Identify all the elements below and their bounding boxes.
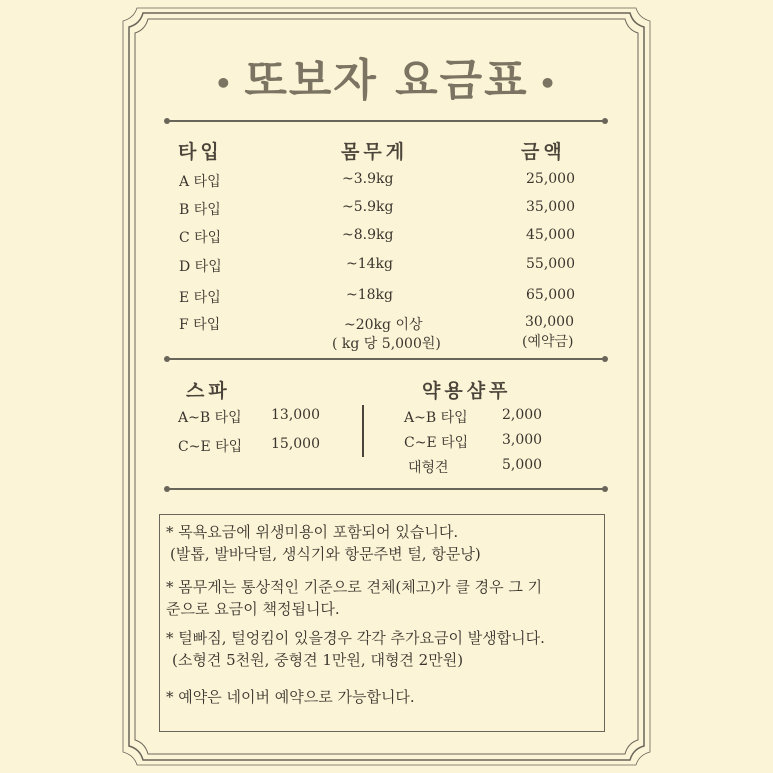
shampoo-type: 대형견 (408, 460, 449, 476)
row-type: D 타입 (179, 259, 222, 275)
divider-bottom (167, 488, 605, 490)
shampoo-price: 2,000 (502, 407, 543, 423)
row-price: 55,000 (526, 256, 575, 272)
row-weight: ~5.9kg (342, 199, 394, 215)
title-text: 또보자 요금표 (244, 55, 529, 106)
row-weight: ~8.9kg (342, 227, 394, 243)
shampoo-header: 약용샴푸 (422, 380, 512, 402)
row-type: A 타입 (179, 174, 221, 190)
row-type: C 타입 (179, 230, 222, 246)
row-price: 65,000 (526, 287, 575, 303)
row-weight: ~20kg 이상 (344, 317, 423, 333)
note-line: * 예약은 네이버 예약으로 가능합니다. (166, 688, 415, 706)
page-title (0, 44, 773, 108)
row-price-note: (예약금) (522, 334, 574, 350)
header-price: 금액 (521, 141, 566, 163)
row-price: 25,000 (526, 171, 575, 187)
shampoo-price: 5,000 (502, 457, 543, 473)
note-line: * 몸무게는 통상적인 기준으로 견체(체고)가 클 경우 그 기 (166, 578, 543, 596)
spa-type: C~E 타입 (178, 439, 243, 455)
header-weight: 몸무게 (341, 141, 409, 163)
shampoo-price: 3,000 (502, 432, 543, 448)
row-weight: ~3.9kg (342, 171, 394, 187)
row-weight-note: ( kg 당 5,000원) (332, 336, 441, 352)
note-line: (소형견 5천원, 중형견 1만원, 대형견 2만원) (172, 651, 464, 669)
header-type: 타입 (178, 141, 223, 163)
section-divider (362, 405, 364, 457)
shampoo-type: A~B 타입 (404, 410, 468, 426)
note-line: (발톱, 발바닥털, 생식기와 항문주변 털, 항문낭) (170, 545, 481, 563)
row-weight: ~18kg (346, 287, 393, 303)
row-type: B 타입 (179, 202, 221, 218)
spa-price: 13,000 (271, 407, 320, 423)
spa-header: 스파 (186, 380, 231, 402)
row-price: 35,000 (526, 199, 575, 215)
title-dot-right: • (538, 66, 559, 100)
note-line: * 털빠짐, 털엉킴이 있을경우 각각 추가요금이 발생합니다. (166, 629, 545, 647)
spa-price: 15,000 (271, 436, 320, 452)
note-line: * 목욕요금에 위생미용이 포함되어 있습니다. (166, 523, 459, 541)
row-price: 30,000 (525, 314, 574, 330)
divider-middle (167, 358, 605, 360)
divider-top (167, 120, 605, 122)
note-line: 준으로 요금이 책정됩니다. (166, 600, 340, 618)
spa-type: A~B 타입 (178, 410, 242, 426)
row-price: 45,000 (526, 227, 575, 243)
shampoo-type: C~E 타입 (404, 435, 469, 451)
row-weight: ~14kg (346, 256, 393, 272)
row-type: F 타입 (179, 317, 221, 333)
title-dot-left: • (214, 66, 235, 100)
row-type: E 타입 (179, 290, 221, 306)
